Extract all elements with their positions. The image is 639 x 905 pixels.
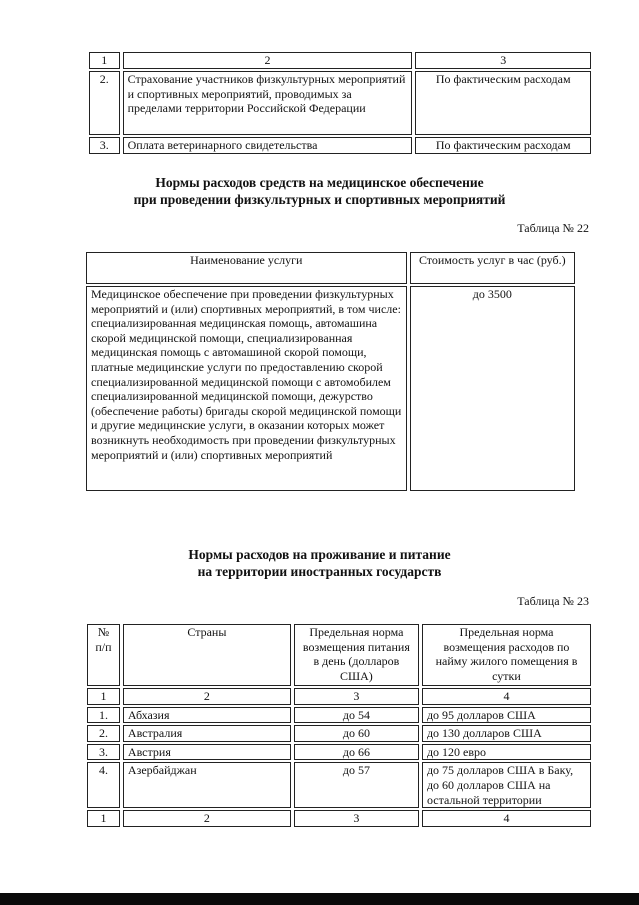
col-number: 2: [123, 688, 291, 705]
header-housing: Предельная норма возмещения расходов по найму жилого помещения в сутки: [422, 624, 591, 686]
title-line: Нормы расходов на проживание и питание: [188, 547, 451, 562]
header-cell-1: 1: [89, 52, 120, 69]
table-row: [89, 71, 591, 135]
row-housing: до 120 евро: [422, 744, 591, 761]
table-row: [89, 137, 591, 154]
service-cost: до 3500: [410, 286, 575, 491]
row-number: 2.: [87, 725, 120, 742]
row-country: Австралия: [123, 725, 291, 742]
row-country: Австрия: [123, 744, 291, 761]
header-cost: Стоимость услуг в час (руб.): [410, 252, 575, 284]
header-cell-3: 3: [415, 52, 591, 69]
col-number: 4: [422, 810, 591, 827]
table-row: [87, 725, 591, 742]
row-housing: до 75 долларов США в Баку, до 60 долларов США на остальной территории: [422, 762, 591, 808]
title-line: на территории иностранных государств: [197, 564, 442, 579]
title-line: Нормы расходов средств на медицинское обеспечение: [155, 175, 484, 190]
table-row: [87, 744, 591, 761]
col-number: 1: [87, 688, 120, 705]
table-row: [86, 286, 575, 491]
col-number: 3: [294, 810, 419, 827]
footer-numbers-row: [87, 810, 591, 827]
row-name: Страхование участников физкультурных мероприятий и спортивных мероприятий, проводимых за пределами территории Российской Федерации: [123, 71, 413, 135]
row-housing: до 95 долларов США: [422, 707, 591, 724]
expenses-table-continuation: [86, 50, 594, 156]
medical-norms-title: [0, 174, 639, 208]
row-food: до 54: [294, 707, 419, 724]
row-name: Оплата ветеринарного свидетельства: [123, 137, 413, 154]
row-number: 3.: [89, 137, 120, 154]
row-number: 3.: [87, 744, 120, 761]
row-value: По фактическим расходам: [415, 137, 591, 154]
table-22-label: Таблица № 22: [517, 221, 589, 235]
col-number: 3: [294, 688, 419, 705]
row-food: до 60: [294, 725, 419, 742]
col-number: 4: [422, 688, 591, 705]
col-number: 2: [123, 810, 291, 827]
row-country: Абхазия: [123, 707, 291, 724]
row-number: 4.: [87, 762, 120, 808]
row-food: до 57: [294, 762, 419, 808]
title-line: при проведении физкультурных и спортивных мероприятий: [133, 192, 506, 207]
service-description: Медицинское обеспечение при проведении физкультурных мероприятий и (или) спортивных мероприятий, в том числе: специализированная медицинская помощь, автомашина скорой медицинской помощи, специализированная медицинская помощь с автомашиной скорой помощи, платные медицинские услуги по предоставлению скорой специализированной медицинской помощи с автомобилем специализированной медицинской помощи, дежурство (обеспечение работы) бригады скорой медицинской помощи и другие медицинские услуги, в оказании которых может возникнуть необходимость при проведении физкультурных мероприятий и (или) спортивных мероприятий: [86, 286, 407, 491]
row-housing: до 130 долларов США: [422, 725, 591, 742]
medical-norms-table: [83, 250, 578, 493]
header-num: № п/п: [87, 624, 120, 686]
row-food: до 66: [294, 744, 419, 761]
header-service: Наименование услуги: [86, 252, 407, 284]
row-country: Азербайджан: [123, 762, 291, 808]
col-number: 1: [87, 810, 120, 827]
table-23-label: Таблица № 23: [517, 594, 589, 608]
row-number: 1.: [87, 707, 120, 724]
foreign-norms-title: [0, 546, 639, 580]
table-row: [87, 707, 591, 724]
foreign-norms-table: [84, 622, 594, 829]
header-cell-2: 2: [123, 52, 413, 69]
table-header-row: [86, 252, 575, 284]
header-country: Страны: [123, 624, 291, 686]
table-header-row: [89, 52, 591, 69]
table-header-row: [87, 624, 591, 686]
table-row: [87, 762, 591, 808]
scan-bottom-edge: [0, 893, 639, 905]
row-number: 2.: [89, 71, 120, 135]
column-numbers-row: [87, 688, 591, 705]
row-value: По фактическим расходам: [415, 71, 591, 135]
header-food: Предельная норма возмещения питания в день (долларов США): [294, 624, 419, 686]
